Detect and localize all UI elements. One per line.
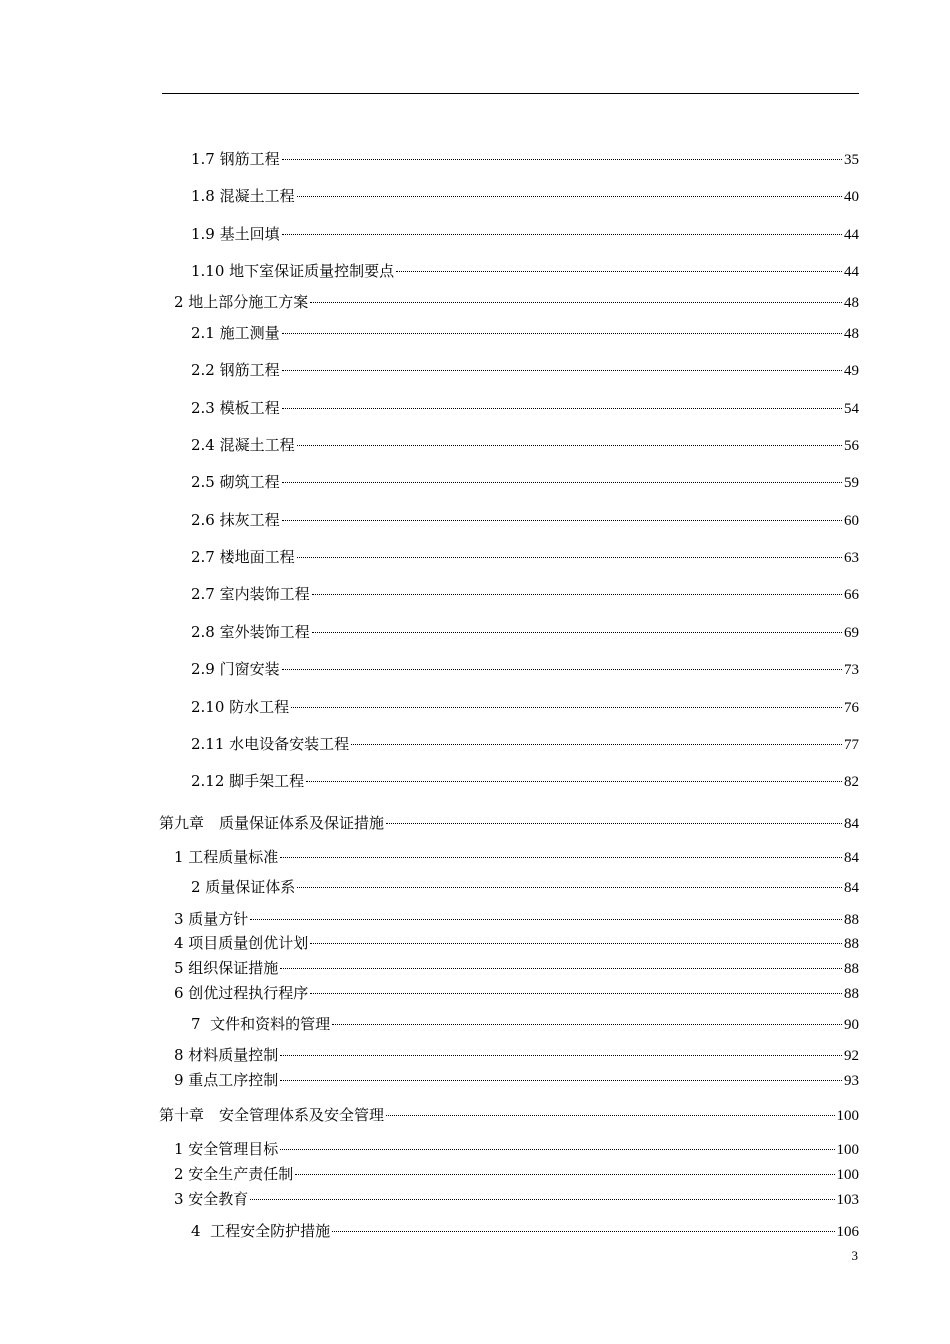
dot-leader bbox=[282, 520, 842, 521]
toc-entry[interactable] bbox=[191, 261, 859, 281]
dot-leader bbox=[282, 669, 842, 670]
dot-leader bbox=[297, 887, 842, 888]
toc-entry-page: 106 bbox=[836, 1224, 859, 1240]
toc-entry-page: 84 bbox=[844, 880, 859, 896]
toc-entry[interactable] bbox=[191, 435, 859, 455]
toc-chapter-entry[interactable] bbox=[159, 813, 859, 833]
toc-entry[interactable] bbox=[191, 622, 859, 642]
toc-entry[interactable] bbox=[174, 909, 859, 929]
toc-entry[interactable] bbox=[191, 1221, 859, 1241]
dot-leader bbox=[306, 781, 842, 782]
toc-entry-label: 第九章 质量保证体系及保证措施 bbox=[159, 814, 385, 832]
toc-entry-label: 2 质量保证体系 bbox=[191, 878, 296, 896]
toc-entry-label: 2.4 混凝土工程 bbox=[191, 436, 295, 454]
toc-entry-page: 100 bbox=[836, 1142, 859, 1158]
toc-entry-label: 2 地上部分施工方案 bbox=[174, 293, 309, 311]
dot-leader bbox=[351, 744, 842, 745]
dot-leader bbox=[250, 1199, 834, 1200]
dot-leader bbox=[280, 1055, 842, 1056]
dot-leader bbox=[282, 370, 842, 371]
toc-entry-page: 60 bbox=[844, 513, 859, 529]
toc-entry-page: 76 bbox=[844, 700, 859, 716]
toc-entry-label: 1.8 混凝土工程 bbox=[191, 187, 295, 205]
toc-entry-page: 44 bbox=[844, 264, 859, 280]
toc-entry-label: 2.12 脚手架工程 bbox=[191, 772, 305, 790]
toc-entry-page: 59 bbox=[844, 475, 859, 491]
toc-entry-page: 73 bbox=[844, 662, 859, 678]
toc-entry-label: 2.7 楼地面工程 bbox=[191, 548, 295, 566]
toc-entry-page: 44 bbox=[844, 227, 859, 243]
toc-entry-page: 88 bbox=[844, 912, 859, 928]
toc-entry[interactable] bbox=[191, 186, 859, 206]
toc-entry[interactable] bbox=[191, 398, 859, 418]
toc-entry[interactable] bbox=[191, 547, 859, 567]
toc-entry-page: 48 bbox=[844, 326, 859, 342]
toc-entry-page: 66 bbox=[844, 587, 859, 603]
toc-entry-page: 88 bbox=[844, 986, 859, 1002]
dot-leader bbox=[280, 1080, 842, 1081]
dot-leader bbox=[312, 632, 842, 633]
toc-entry[interactable] bbox=[174, 983, 859, 1003]
toc-entry[interactable] bbox=[191, 771, 859, 791]
toc-entry-page: 56 bbox=[844, 438, 859, 454]
toc-entry-label: 2.9 门窗安装 bbox=[191, 660, 280, 678]
toc-entry-page: 82 bbox=[844, 774, 859, 790]
toc-entry-label: 2.11 水电设备安装工程 bbox=[191, 735, 350, 753]
page-number: 3 bbox=[851, 1248, 858, 1263]
dot-leader bbox=[291, 707, 842, 708]
dot-leader bbox=[280, 857, 842, 858]
toc-entry[interactable] bbox=[174, 1139, 859, 1159]
toc-entry-page: 90 bbox=[844, 1017, 859, 1033]
dot-leader bbox=[386, 1115, 834, 1116]
toc-entry-label: 2.7 室内装饰工程 bbox=[191, 585, 310, 603]
toc-entry[interactable] bbox=[191, 697, 859, 717]
toc-entry-page: 103 bbox=[836, 1192, 859, 1208]
toc-entry-page: 88 bbox=[844, 961, 859, 977]
toc-entry[interactable] bbox=[191, 149, 859, 169]
toc-entry-label: 2.1 施工测量 bbox=[191, 324, 280, 342]
toc-entry-label: 2.6 抹灰工程 bbox=[191, 511, 280, 529]
dot-leader bbox=[282, 159, 842, 160]
toc-chapter-entry[interactable] bbox=[159, 1105, 859, 1125]
toc-entry-label: 3 质量方针 bbox=[174, 910, 249, 928]
dot-leader bbox=[310, 943, 842, 944]
dot-leader bbox=[250, 919, 842, 920]
toc-entry[interactable] bbox=[191, 323, 859, 343]
dot-leader bbox=[310, 302, 842, 303]
toc-entry-page: 49 bbox=[844, 363, 859, 379]
toc-entry[interactable] bbox=[191, 734, 859, 754]
toc-entry[interactable] bbox=[191, 584, 859, 604]
toc-entry[interactable] bbox=[174, 1045, 859, 1065]
toc-entry[interactable] bbox=[174, 1189, 859, 1209]
dot-leader bbox=[297, 557, 842, 558]
toc-entry-page: 69 bbox=[844, 625, 859, 641]
toc-entry-page: 100 bbox=[836, 1108, 859, 1124]
dot-leader bbox=[310, 993, 842, 994]
header-rule bbox=[162, 93, 859, 94]
toc-entry-label: 5 组织保证措施 bbox=[174, 959, 279, 977]
toc-entry[interactable] bbox=[191, 224, 859, 244]
toc-entry[interactable] bbox=[191, 659, 859, 679]
toc-entry[interactable] bbox=[191, 360, 859, 380]
toc-entry-page: 54 bbox=[844, 401, 859, 417]
toc-entry-label: 2.8 室外装饰工程 bbox=[191, 623, 310, 641]
toc-entry-label: 2 安全生产责任制 bbox=[174, 1165, 294, 1183]
toc-entry-label: 1 安全管理目标 bbox=[174, 1140, 279, 1158]
toc-entry[interactable] bbox=[174, 933, 859, 953]
toc-entry-page: 77 bbox=[844, 737, 859, 753]
toc-entry-page: 63 bbox=[844, 550, 859, 566]
toc-entry-label: 2.5 砌筑工程 bbox=[191, 473, 280, 491]
toc-entry-label: 2.2 钢筋工程 bbox=[191, 361, 280, 379]
toc-entry-label: 7 文件和资料的管理 bbox=[191, 1015, 331, 1033]
toc-entry-label: 4 工程安全防护措施 bbox=[191, 1222, 331, 1240]
toc-entry-label: 1.9 基土回填 bbox=[191, 225, 280, 243]
dot-leader bbox=[297, 445, 842, 446]
toc-entry[interactable] bbox=[174, 958, 859, 978]
dot-leader bbox=[386, 823, 842, 824]
dot-leader bbox=[280, 968, 842, 969]
toc-entry-label: 1.10 地下室保证质量控制要点 bbox=[191, 262, 395, 280]
dot-leader bbox=[312, 594, 842, 595]
toc-entry-label: 4 项目质量创优计划 bbox=[174, 934, 309, 952]
toc-entry-page: 93 bbox=[844, 1073, 859, 1089]
toc-entry-label: 3 安全教育 bbox=[174, 1190, 249, 1208]
dot-leader bbox=[282, 333, 842, 334]
toc-entry-page: 48 bbox=[844, 295, 859, 311]
dot-leader bbox=[297, 196, 842, 197]
toc-entry-page: 92 bbox=[844, 1048, 859, 1064]
toc-entry-page: 100 bbox=[836, 1167, 859, 1183]
toc-entry-label: 8 材料质量控制 bbox=[174, 1046, 279, 1064]
toc-entry[interactable] bbox=[191, 472, 859, 492]
dot-leader bbox=[282, 482, 842, 483]
toc-entry[interactable] bbox=[174, 1070, 859, 1090]
dot-leader bbox=[332, 1231, 834, 1232]
toc-entry-label: 6 创优过程执行程序 bbox=[174, 984, 309, 1002]
toc-entry[interactable] bbox=[191, 877, 859, 897]
dot-leader bbox=[282, 234, 842, 235]
dot-leader bbox=[295, 1174, 834, 1175]
toc-entry-label: 1.7 钢筋工程 bbox=[191, 150, 280, 168]
toc-entry[interactable] bbox=[191, 1014, 859, 1034]
toc-entry-label: 9 重点工序控制 bbox=[174, 1071, 279, 1089]
toc-entry[interactable] bbox=[174, 847, 859, 867]
toc-entry-page: 88 bbox=[844, 936, 859, 952]
toc-entry[interactable] bbox=[174, 292, 859, 312]
toc-entry-label: 1 工程质量标准 bbox=[174, 848, 279, 866]
dot-leader bbox=[282, 408, 842, 409]
toc-entry-page: 84 bbox=[844, 816, 859, 832]
dot-leader bbox=[396, 271, 842, 272]
toc-entry-label: 第十章 安全管理体系及安全管理 bbox=[159, 1106, 385, 1124]
toc-entry-page: 40 bbox=[844, 189, 859, 205]
toc-entry-label: 2.10 防水工程 bbox=[191, 698, 290, 716]
toc-entry-label: 2.3 模板工程 bbox=[191, 399, 280, 417]
dot-leader bbox=[332, 1024, 842, 1025]
toc-entry[interactable] bbox=[191, 510, 859, 530]
dot-leader bbox=[280, 1149, 834, 1150]
toc-entry-page: 35 bbox=[844, 152, 859, 168]
toc-entry[interactable] bbox=[174, 1164, 859, 1184]
toc-entry-page: 84 bbox=[844, 850, 859, 866]
